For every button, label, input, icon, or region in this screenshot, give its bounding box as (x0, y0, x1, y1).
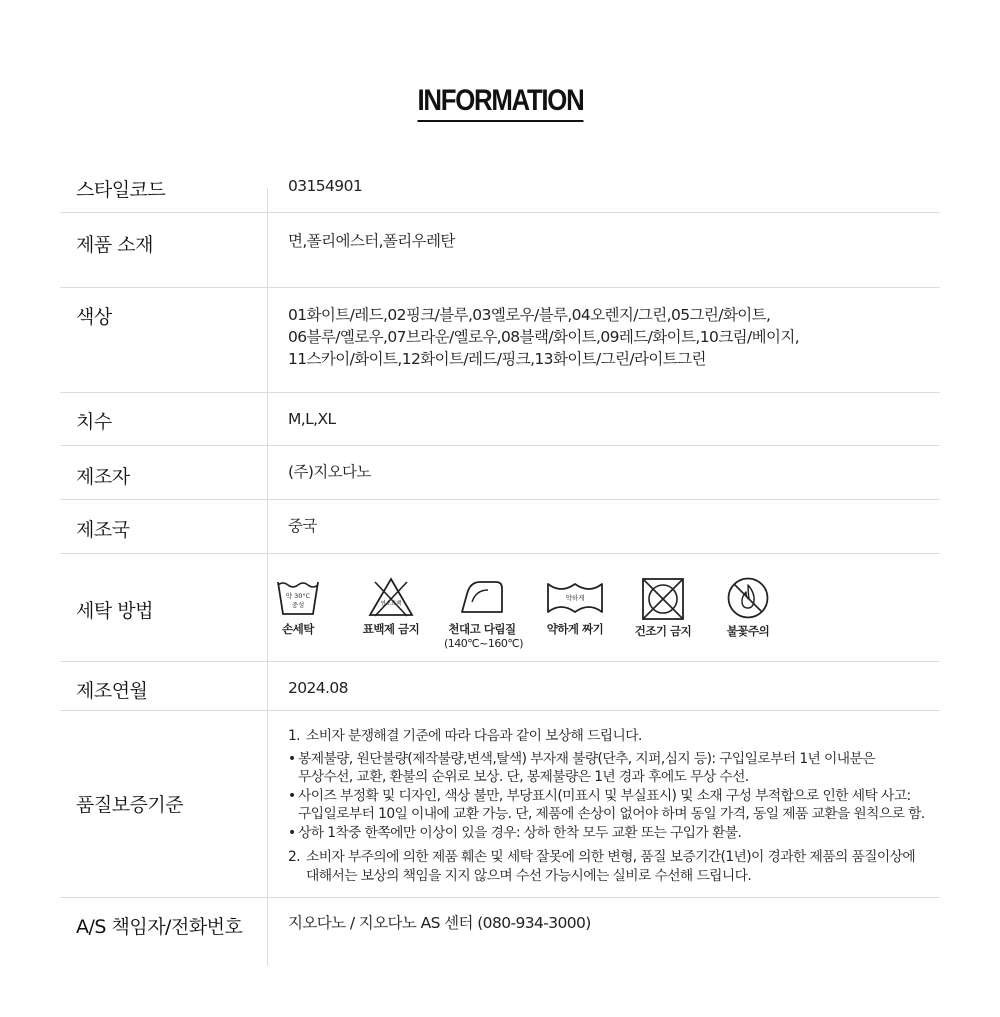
quality-bullet-line: 무상수선, 교환, 환불의 순위로 보상. 단, 봉제불량은 1년 경과 후에도 무상 수선. (298, 769, 749, 785)
quality-bullet (288, 824, 938, 843)
information-title (0, 84, 1000, 122)
quality-item-2 (288, 848, 938, 885)
quality-bullet (288, 750, 938, 787)
as-value: 지오다노 / 지오다노 AS 센터 (080-934-3000) (288, 914, 591, 932)
color-label: 색상 (76, 306, 112, 328)
quality-item-text: 소비자 부주의에 의한 제품 훼손 및 세탁 잘못에 의한 변형, 품질 보증기간(1년)이 경과한 제품의 품질이상에 (306, 849, 916, 865)
no-bleach-text: 염소표백 (380, 601, 402, 607)
manufacturer-label: 제조자 (76, 466, 130, 488)
hand-wash-detergent: 중성 (291, 601, 305, 609)
material-value: 면,폴리에스터,폴리우레탄 (288, 232, 455, 250)
quality-item-number: 1. (288, 728, 300, 744)
care-flame-caution (715, 576, 781, 639)
no-bleach-icon (367, 576, 415, 618)
care-no-bleach (358, 576, 424, 637)
product-info-table (60, 158, 940, 950)
quality-bullet-line: • 상하 1착중 한쪽에만 이상이 있을 경우: 상하 한착 모두 교환 또는 구입가 환불. (298, 824, 742, 841)
quality-item-text: 소비자 분쟁해결 기준에 따라 다음과 같이 보상해 드립니다. (306, 728, 642, 744)
care-icons (270, 576, 790, 656)
row-size (60, 393, 940, 446)
care-gentle-wring (542, 576, 608, 637)
row-manufacture-date (60, 662, 940, 711)
size-label: 치수 (76, 411, 112, 433)
hand-wash-icon (275, 576, 321, 618)
quality-item-1 (288, 727, 938, 746)
care-label: 표백제 금지 (362, 622, 420, 636)
row-quality (60, 711, 940, 898)
row-color (60, 288, 940, 393)
care-no-tumble-dry (630, 576, 696, 639)
hand-wash-temp: 약 30°C (285, 592, 311, 600)
quality-text (288, 727, 938, 885)
care-sub-label: (140℃~160℃) (444, 637, 523, 650)
quality-bullet (288, 787, 938, 824)
row-washing (60, 554, 940, 662)
quality-bullet-line: • 사이즈 부정확 및 디자인, 색상 불만, 부당표시(미표시 및 부실표시) 및 소재 구성 부적합으로 인한 세탁 사고: (298, 787, 911, 804)
style-code-label: 스타일코드 (76, 179, 166, 201)
no-tumble-dry-icon (640, 576, 686, 620)
care-hand-wash (270, 576, 326, 637)
gentle-wring-icon (545, 576, 605, 618)
color-line: 11스카이/화이트,12화이트/레드/핑크,13화이트/그린/라이트그린 (288, 350, 706, 368)
gentle-wring-text: 약하게 (565, 594, 585, 602)
country-label: 제조국 (76, 519, 130, 541)
row-manufacturer (60, 446, 940, 500)
row-as (60, 898, 940, 950)
title-text: INFORMATION (417, 84, 583, 122)
quality-item-number: 2. (288, 849, 300, 865)
quality-bullets (288, 750, 938, 843)
care-iron (444, 576, 523, 650)
size-value: M,L,XL (288, 410, 336, 428)
washing-label: 세탁 방법 (76, 600, 153, 622)
flame-caution-icon (726, 576, 770, 620)
manufacturer-value: (주)지오다노 (288, 463, 371, 481)
row-material (60, 213, 940, 288)
care-label: 약하게 짜기 (546, 622, 604, 636)
iron-icon (458, 576, 506, 618)
as-label: A/S 책임자/전화번호 (76, 916, 243, 938)
row-style-code (60, 158, 940, 213)
care-label: 손세탁 (282, 622, 314, 636)
color-value (288, 304, 799, 370)
style-code-value: 03154901 (288, 177, 363, 195)
quality-item-text: 대해서는 보상의 책임을 지지 않으며 수선 가능시에는 실비로 수선해 드립니다. (306, 867, 752, 884)
color-line: 06블루/옐로우,07브라운/옐로우,08블랙/화이트,09레드/화이트,10크림/베이지, (288, 328, 800, 346)
row-country (60, 500, 940, 554)
care-label: 건조기 금지 (634, 624, 692, 638)
material-label: 제품 소재 (76, 234, 153, 256)
care-label: 불꽃주의 (726, 624, 770, 638)
manufacture-date-label: 제조연월 (76, 680, 148, 702)
quality-bullet-line: 구입일로부터 10일 이내에 교환 가능. 단, 제품에 손상이 없어야 하며 동일 가격, 동일 제품 교환을 원칙으로 함. (298, 806, 925, 822)
country-value: 중국 (288, 517, 317, 535)
quality-bullet-line: • 봉제불량, 원단불량(제작불량,변색,탈색) 부자재 불량(단추, 지퍼,심지 등): 구입일로부터 1년 이내분은 (298, 750, 875, 767)
quality-label: 품질보증기준 (76, 794, 184, 816)
care-label: 천대고 다림질 (448, 622, 516, 636)
color-line: 01화이트/레드,02핑크/블루,03옐로우/블루,04오렌지/그린,05그린/화이트, (288, 306, 771, 324)
manufacture-date-value: 2024.08 (288, 679, 348, 697)
